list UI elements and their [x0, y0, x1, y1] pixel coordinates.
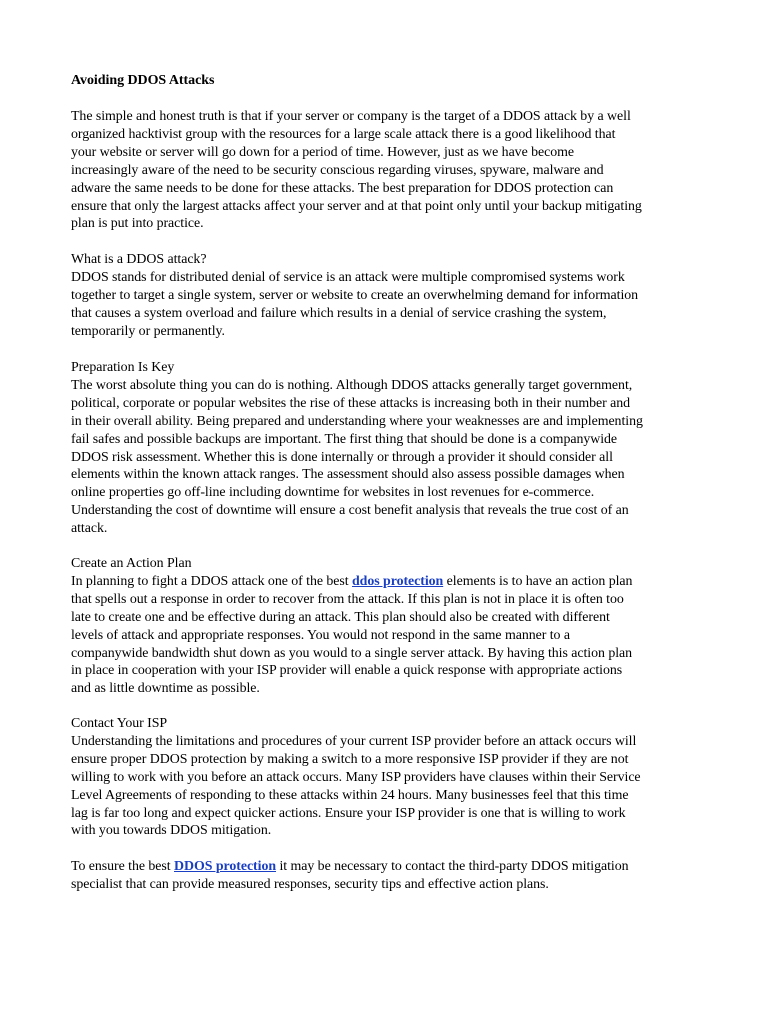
closing-line: specialist that can provide measured responses, security tips and effective action plans.: [71, 876, 549, 892]
text-span: elements is to have an action plan: [443, 573, 633, 589]
section-line: and as little downtime as possible.: [71, 681, 260, 697]
section-what-is-ddos: [71, 251, 701, 341]
intro-line: organized hacktivist group with the resources for a large scale attack there is a good likelihood that: [71, 126, 616, 142]
section-line: in their overall ability. Being prepared and understanding where your weaknesses are and implementing: [71, 413, 643, 429]
section-line: that causes a system overload and failure which results in a denial of service crashing the system,: [71, 305, 607, 321]
section-line: in place in cooperation with your ISP provider will enable a quick response with appropriate actions: [71, 663, 623, 679]
section-contact-isp: [71, 715, 701, 840]
section-heading: Contact Your ISP: [71, 716, 168, 731]
document-title: Avoiding DDOS Attacks: [71, 73, 215, 88]
ddos-protection-link[interactable]: DDOS protection: [174, 859, 277, 874]
section-line: political, corporate or popular websites the rise of these attacks is increasing both in their number and: [71, 395, 631, 411]
section-line: together to target a single system, server or website to create an overwhelming demand for information: [71, 287, 639, 303]
section-line: willing to work with you before an attack occurs. Many ISP providers have clauses within their Service: [71, 769, 641, 785]
text-span: To ensure the best: [71, 859, 174, 874]
intro-line: plan is put into practice.: [71, 216, 204, 232]
section-heading: Create an Action Plan: [71, 556, 192, 571]
section-line: that spells out a response in order to recover from the attack. If this plan is not in place it is often too: [71, 591, 624, 607]
intro-paragraph: [71, 108, 701, 233]
section-line: DDOS stands for distributed denial of service is an attack were multiple compromised systems work: [71, 269, 625, 285]
section-line: levels of attack and appropriate responses. You would not respond in the same manner to a: [71, 627, 570, 643]
intro-line: adware the same needs to be done for these attacks. The best preparation for DDOS protection can: [71, 180, 614, 196]
section-line: ensure proper DDOS protection by making a switch to a more responsive ISP provider if they are not: [71, 751, 629, 767]
section-line: companywide bandwidth shut down as you would to a single server attack. By having this action plan: [71, 645, 633, 661]
intro-line: ensure that only the largest attacks affect your server and at that point only until your backup mitigating: [71, 198, 642, 214]
section-line: elements within the known attack ranges. The assessment should also assess possible damages when: [71, 467, 625, 483]
section-line: fail safes and possible backups are important. The first thing that should be done is a companywide: [71, 431, 618, 447]
section-action-plan: [71, 555, 701, 698]
ddos-protection-link[interactable]: ddos protection: [352, 573, 444, 589]
section-line: attack.: [71, 521, 108, 537]
text-span: In planning to fight a DDOS attack one of the best: [71, 573, 352, 589]
section-line: [71, 573, 701, 591]
intro-line: increasingly aware of the need to be security conscious regarding viruses, spyware, malware and: [71, 162, 604, 178]
section-preparation: [71, 359, 701, 538]
closing-line: [71, 858, 701, 876]
section-line: with you towards DDOS mitigation.: [71, 823, 272, 839]
section-line: DDOS risk assessment. Whether this is done internally or through a provider it should consider all: [71, 449, 613, 465]
section-line: online properties go off-line including downtime for websites in lost revenues for e-commerce.: [71, 485, 595, 501]
section-line: The worst absolute thing you can do is nothing. Although DDOS attacks generally target government,: [71, 377, 633, 393]
section-line: Understanding the cost of downtime will ensure a cost benefit analysis that reveals the true cost of an: [71, 503, 629, 519]
intro-line: The simple and honest truth is that if your server or company is the target of a DDOS attack by a well: [71, 109, 631, 124]
section-heading: What is a DDOS attack?: [71, 252, 207, 267]
section-heading: Preparation Is Key: [71, 360, 175, 375]
text-span: it may be necessary to contact the third-party DDOS mitigation: [276, 859, 629, 874]
section-line: Understanding the limitations and procedures of your current ISP provider before an attack occurs will: [71, 733, 637, 749]
section-line: lag is far too long and expect quicker actions. Ensure your ISP provider is one that is willing to work: [71, 805, 626, 821]
intro-line: your website or server will go down for a period of time. However, just as we have become: [71, 144, 575, 160]
section-line: temporarily or permanently.: [71, 323, 225, 339]
section-line: late to create one and be effective during an attack. This plan should also be created with different: [71, 609, 610, 625]
section-line: Level Agreements of responding to these attacks within 24 hours. Many businesses feel that this time: [71, 787, 629, 803]
closing-paragraph: [71, 858, 701, 894]
